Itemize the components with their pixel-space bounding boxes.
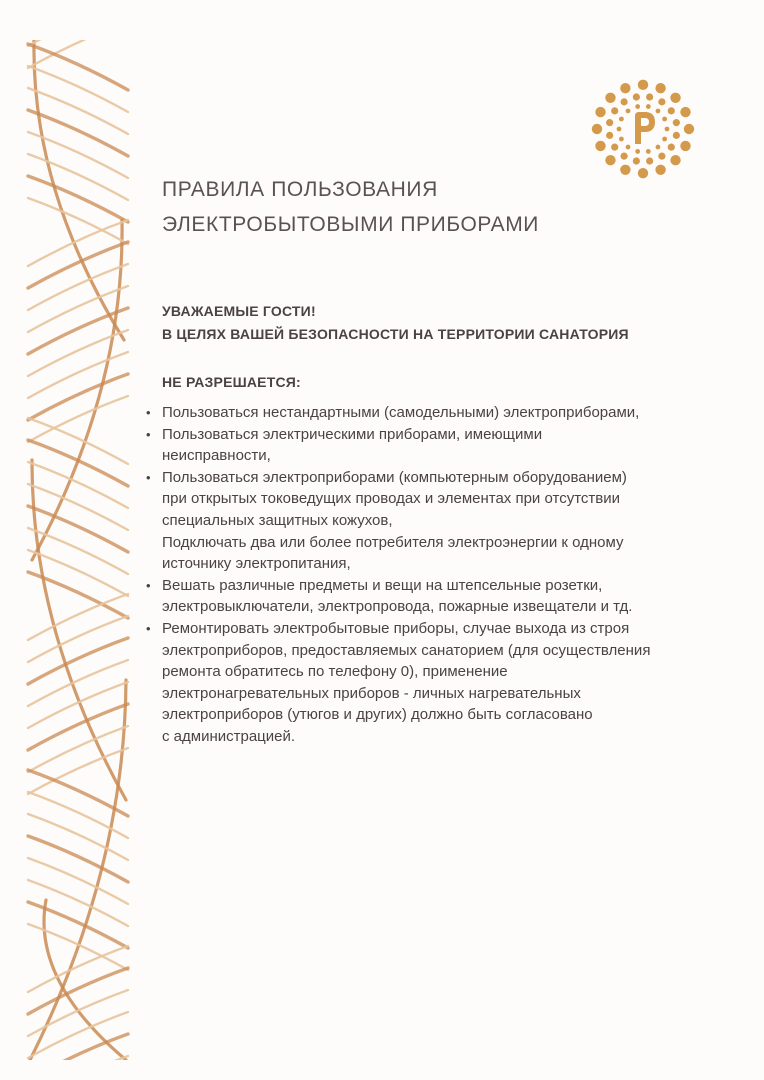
rule-line: Подключать два или более потребителя электроэнергии к одному [162, 533, 624, 551]
leaf-vein [28, 462, 128, 508]
leaf-vein [28, 638, 128, 684]
sunburst-logo-icon [590, 78, 696, 180]
logo-dot [662, 137, 667, 142]
logo-dot [635, 104, 640, 109]
rule-line: Вешать различные предметы и вещи на штепсельные розетки, [162, 576, 603, 594]
document-content [146, 172, 722, 748]
logo-dot [646, 157, 653, 164]
list-item [146, 402, 722, 424]
logo-dot [658, 98, 665, 105]
logo-dot [592, 124, 602, 134]
leaf-vein [28, 946, 128, 992]
leaf-vein [28, 836, 128, 882]
logo-dot [595, 141, 605, 151]
rule-line: электровыключатели, электропровода, пожарные извещатели и тд. [162, 598, 633, 616]
leaf-vein [28, 506, 128, 552]
leaf-vein [28, 726, 128, 772]
leaf-ornament [26, 40, 130, 1060]
logo-dot [673, 132, 680, 139]
rule-line: Пользоваться нестандартными (самодельными) электроприборами, [162, 404, 640, 421]
title-line: ПРАВИЛА ПОЛЬЗОВАНИЯ [162, 178, 438, 201]
list-item [146, 467, 722, 532]
list-item [146, 618, 722, 748]
rule-line: Пользоваться электрическими приборами, имеющими [162, 425, 543, 443]
bullet: • [146, 620, 151, 636]
logo-dot [621, 98, 628, 105]
rule-line: источнику электропитания, [162, 555, 351, 573]
logo-dot [611, 144, 618, 151]
leaf-spine [30, 680, 126, 1060]
logo-dot [646, 93, 653, 100]
leaf-vein [28, 968, 128, 1014]
logo-dot [646, 104, 651, 109]
logo-dot [606, 132, 613, 139]
logo-dot [595, 107, 605, 117]
leaf-vein [28, 66, 128, 112]
logo-dot [605, 155, 615, 165]
leaf-vein [28, 352, 128, 398]
leaf-vein [28, 616, 128, 662]
rule-line: неисправности, [162, 447, 271, 465]
logo-dot [626, 109, 631, 114]
leaf-vein [28, 682, 128, 728]
logo-dot [670, 93, 680, 103]
logo-dot [655, 83, 665, 93]
greeting-line: В ЦЕЛЯХ ВАШЕЙ БЕЗОПАСНОСТИ НА ТЕРРИТОРИИ САНАТОРИЯ [162, 326, 629, 342]
logo-dot [605, 93, 615, 103]
logo-dot [621, 153, 628, 160]
list-item [162, 532, 722, 575]
logo-dot [656, 109, 661, 114]
leaf-vein [28, 44, 128, 90]
list-item [146, 424, 722, 467]
leaf-vein [28, 484, 128, 530]
leaf-vein [28, 198, 128, 244]
leaf-vein [28, 220, 128, 266]
leaf-vein [28, 528, 128, 574]
logo-dot [670, 155, 680, 165]
leaf-vein [28, 330, 128, 376]
logo-dot [658, 153, 665, 160]
leaf-vein [28, 748, 128, 794]
logo-letter [635, 112, 655, 144]
leaf-vein [28, 176, 128, 222]
logo-dot [635, 149, 640, 154]
leaf-vein [28, 1056, 128, 1060]
leaf-vein [28, 704, 128, 750]
rules-list [146, 402, 722, 748]
leaf-vein [28, 264, 128, 310]
rule-line: ремонта обратитесь по телефону 0), применение [162, 663, 508, 681]
logo-dot [665, 127, 670, 132]
rule-line: электроприборов (утюгов и других) должно быть согласовано [162, 706, 593, 724]
leaf-vein [28, 154, 128, 200]
logo-dot [633, 157, 640, 164]
greeting-line: УВАЖАЕМЫЕ ГОСТИ! [162, 303, 316, 319]
logo-dot [619, 117, 624, 122]
leaf-vein [28, 858, 128, 904]
document-title [162, 172, 722, 242]
logo-dot [626, 145, 631, 150]
logo-dot [684, 124, 694, 134]
logo-dot [606, 119, 613, 126]
logo-dot [617, 127, 622, 132]
leaf-vein [28, 88, 128, 134]
list-item [146, 575, 722, 618]
logo-dot [680, 107, 690, 117]
bullet: • [146, 405, 151, 420]
bullet: • [146, 469, 151, 485]
rule-line: специальных защитных кожухов, [162, 511, 393, 529]
leaf-vein [28, 396, 128, 442]
prohibited-heading: НЕ РАЗРЕШАЕТСЯ: [162, 374, 301, 390]
rule-line: Ремонтировать электробытовые приборы, случае выхода из строя [162, 619, 630, 637]
logo-dot [680, 141, 690, 151]
leaf-vein [28, 374, 128, 420]
logo-dot [611, 107, 618, 114]
greeting [162, 300, 722, 346]
rule-line: при открытых токоведущих проводах и элементах при отсутствии [162, 490, 620, 508]
logo-dot [633, 93, 640, 100]
title-line: ЭЛЕКТРОБЫТОВЫМИ ПРИБОРАМИ [162, 213, 540, 236]
bullet: • [146, 426, 151, 442]
rule-line: с администрацией. [162, 727, 296, 745]
bullet: • [146, 577, 151, 593]
rule-line: электроприборов, предоставляемых санаторием (для осуществления [162, 641, 651, 659]
logo-dot [646, 149, 651, 154]
rule-line: электронагревательных приборов - личных нагревательных [162, 684, 581, 702]
leaf-vein [28, 594, 128, 640]
logo-dot [619, 137, 624, 142]
logo-dot [638, 80, 648, 90]
logo-dot [668, 144, 675, 151]
rule-line: Пользоваться электроприборами (компьютерным оборудованием) [162, 468, 627, 486]
leaf-vein [28, 132, 128, 178]
logo-dot [620, 83, 630, 93]
logo-dot [668, 107, 675, 114]
logo-dot [662, 117, 667, 122]
logo-dot [656, 145, 661, 150]
leaf-vein [28, 572, 128, 618]
logo-dot [673, 119, 680, 126]
